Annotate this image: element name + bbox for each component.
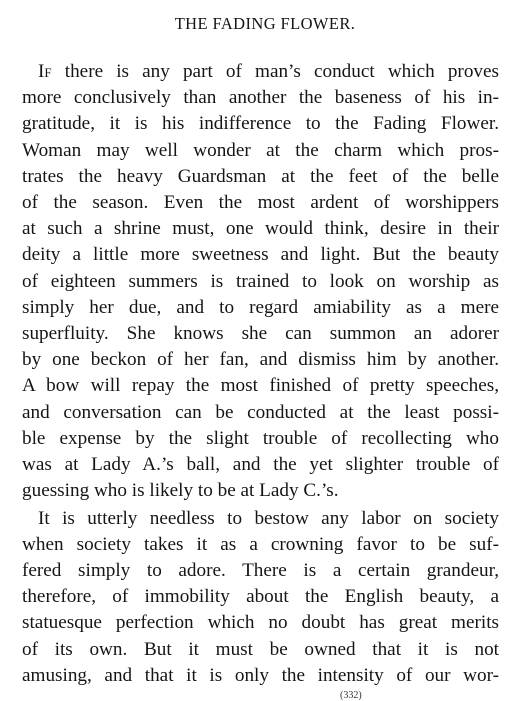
- text-line-1: [38, 60, 499, 84]
- text-line-18: It is utterly needless to bestow any labor on society: [38, 508, 499, 529]
- text-line-14: and conversation can be conducted at the least possi-: [22, 402, 499, 423]
- text-line-21: therefore, of immobility about the English beauty, a: [22, 586, 499, 607]
- text-line-11: superfluity. She knows she can summon an adorer: [22, 323, 499, 344]
- text-line-4: Woman may well wonder at the charm which pros-: [22, 140, 499, 161]
- text-line-12: by one beckon of her fan, and dismiss him by another.: [22, 349, 499, 370]
- text-line-20: fered simply to adore. There is a certain grandeur,: [22, 560, 499, 581]
- text-line-24: amusing, and that it is only the intensity of our wor-: [22, 665, 499, 686]
- chapter-title: THE FADING FLOWER.: [174, 14, 356, 33]
- text-line-9: of eighteen summers is trained to look on worship as: [22, 271, 499, 292]
- text-line-22: statuesque perfection which no doubt has great merits: [22, 612, 499, 633]
- text-line-15: ble expense by the slight trouble of recollecting who: [22, 428, 499, 449]
- page-number: (332): [340, 690, 362, 701]
- text-line-13: A bow will repay the most finished of pretty speeches,: [22, 375, 499, 396]
- text-line-1-rest: there is any part of man’s conduct which proves: [51, 61, 499, 82]
- text-line-7: at such a shrine must, one would think, desire in their: [22, 218, 499, 239]
- text-line-3: gratitude, it is his indifference to the Fading Flower.: [22, 113, 499, 134]
- text-line-8: deity a little more sweetness and light. But the beauty: [22, 244, 499, 265]
- text-line-23: of its own. But it must be owned that it is not: [22, 639, 499, 660]
- text-line-19: when society takes it as a crowning favor to be suf-: [22, 534, 499, 555]
- text-line-6: of the season. Even the most ardent of worshippers: [22, 192, 499, 213]
- text-line-10: simply her due, and to regard amiability as a mere: [22, 297, 499, 318]
- drop-initial: If: [38, 61, 52, 82]
- text-line-17: guessing who is likely to be at Lady C.’s.: [22, 480, 339, 501]
- text-line-5: trates the heavy Guardsman at the feet of the belle: [22, 166, 499, 187]
- text-line-2: more conclusively than another the baseness of his in-: [22, 87, 499, 108]
- text-line-16: was at Lady A.’s ball, and the yet slighter trouble of: [22, 454, 499, 475]
